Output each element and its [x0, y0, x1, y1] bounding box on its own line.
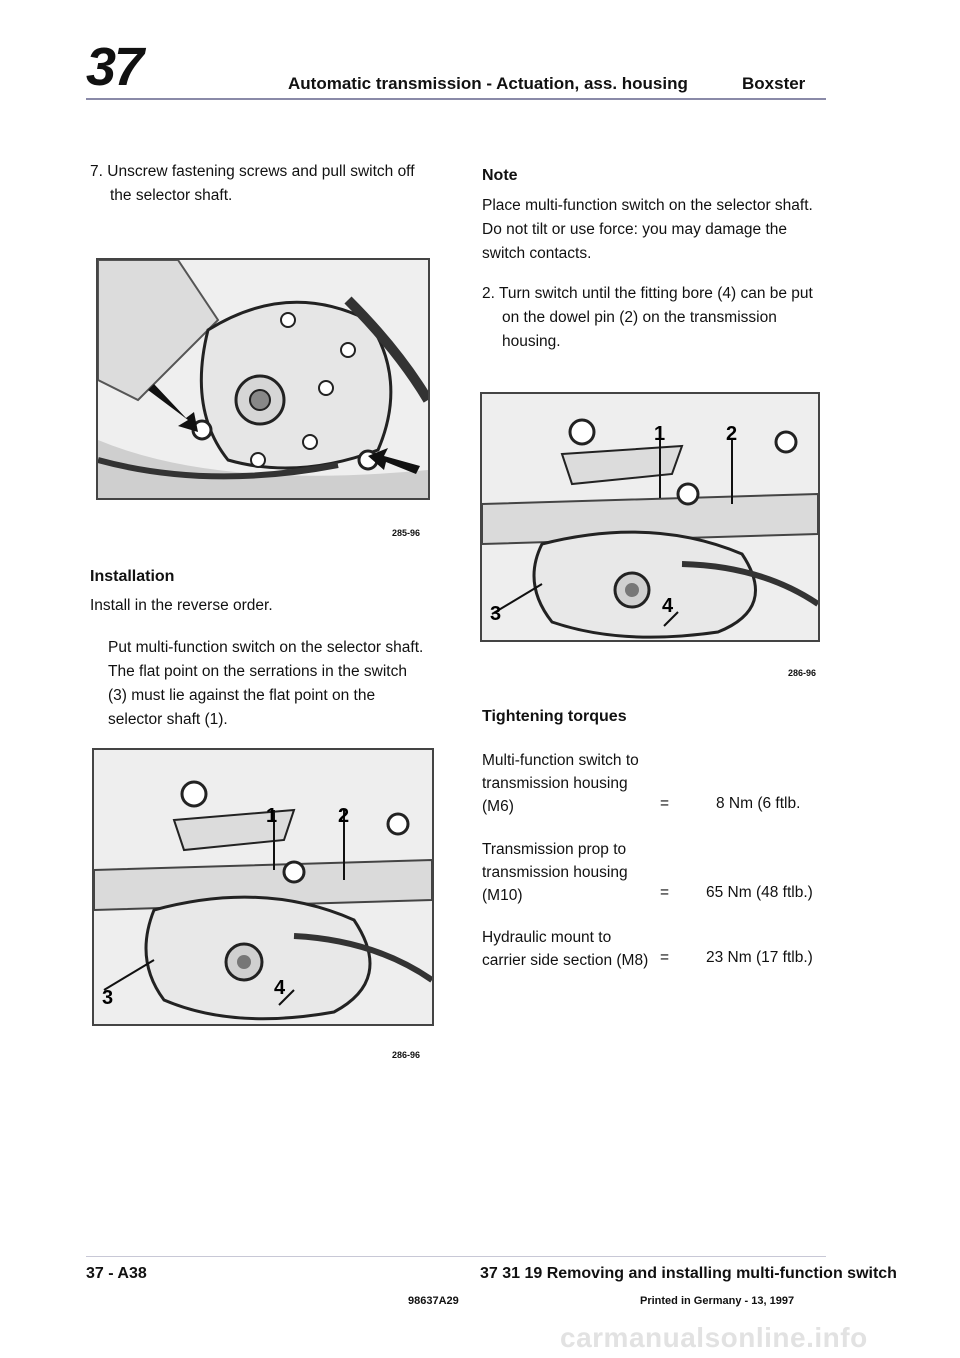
- torque-row-2-description: [482, 838, 682, 907]
- torque-row-1-line-1: Multi-function switch to: [482, 752, 639, 769]
- torque-row-2-equals: =: [660, 884, 670, 901]
- figure-switch-removal: [96, 258, 430, 500]
- header-model: Boxster: [742, 74, 806, 93]
- torque-row-3-description: [482, 926, 682, 972]
- installation-text: Install in the reverse order.: [90, 597, 273, 614]
- footer-page-number: 37 - A38: [86, 1265, 147, 1282]
- footer-title: 37 31 19 Removing and installing multi-function switch: [480, 1265, 897, 1282]
- figure-3-caption: 286-96: [788, 668, 817, 678]
- torque-row-1-line-2: transmission housing: [482, 775, 628, 792]
- torque-row-1-value: 8 Nm (6 ftlb.: [716, 795, 801, 812]
- figure-3-label-4: 4: [662, 595, 674, 617]
- figure-switch-install-left: [92, 748, 434, 1026]
- installation-heading: Installation: [90, 568, 175, 585]
- header-title: Automatic transmission - Actuation, ass. housing: [288, 74, 688, 93]
- note-text: Place multi-function switch on the selector shaft. Do not tilt or use force: you may damage the switch contacts.: [482, 197, 813, 262]
- header-divider: [86, 98, 826, 100]
- watermark: carmanualsonline.info: [560, 1322, 868, 1353]
- torque-row-3-line-2: carrier side section (M8): [482, 952, 649, 969]
- figure-2-label-4: 4: [274, 977, 286, 999]
- torque-row-3-value: 23 Nm (17 ftlb.): [706, 949, 813, 966]
- torque-row-2-value: 65 Nm (48 ftlb.): [706, 884, 813, 901]
- torque-row-1-line-3: (M6): [482, 798, 514, 815]
- torque-row-2-line-1: Transmission prop to: [482, 841, 627, 858]
- figure-switch-install-left-drawing: [94, 750, 432, 1024]
- figure-switch-install-right: [480, 392, 820, 642]
- torque-row-3-equals: =: [660, 949, 670, 966]
- step-7: [90, 160, 440, 208]
- torque-row-1-description: [482, 749, 682, 818]
- footer-printed: Printed in Germany - 13, 1997: [640, 1295, 795, 1307]
- torque-row-2-line-2: transmission housing: [482, 864, 628, 881]
- step-7-text: Unscrew fastening screws and pull switch off the selector shaft.: [107, 163, 415, 204]
- figure-2-label-1: 1: [266, 805, 278, 827]
- note-heading: Note: [482, 167, 518, 184]
- figure-3-label-2: 2: [726, 423, 738, 445]
- step-7-number: 7.: [90, 163, 103, 180]
- chapter-number: 37: [86, 37, 143, 97]
- torques-heading: Tightening torques: [482, 708, 627, 725]
- torque-row-1-equals: =: [660, 795, 670, 812]
- installation-note: Put multi-function switch on the selector shaft. The flat point on the serrations in the switch (3) must lie against the flat point on the selector shaft (1).: [108, 639, 424, 728]
- figure-switch-removal-drawing: [98, 260, 428, 498]
- step-2-number: 2.: [482, 285, 495, 302]
- figure-2-label-2: 2: [338, 805, 350, 827]
- figure-switch-install-right-drawing: [482, 394, 818, 640]
- step-2-text: Turn switch until the fitting bore (4) can be put on the dowel pin (2) on the transmission housing.: [498, 285, 813, 350]
- step-2: [482, 282, 832, 354]
- figure-2-caption: 286-96: [392, 1050, 421, 1060]
- footer-code: 98637A29: [408, 1295, 459, 1307]
- torque-row-3-line-1: Hydraulic mount to: [482, 929, 612, 946]
- figure-3-label-1: 1: [654, 423, 666, 445]
- figure-1-caption: 285-96: [392, 528, 421, 538]
- figure-3-label-3: 3: [490, 603, 502, 625]
- figure-2-label-3: 3: [102, 987, 114, 1009]
- footer-divider: [86, 1256, 826, 1257]
- torque-row-2-line-3: (M10): [482, 887, 523, 904]
